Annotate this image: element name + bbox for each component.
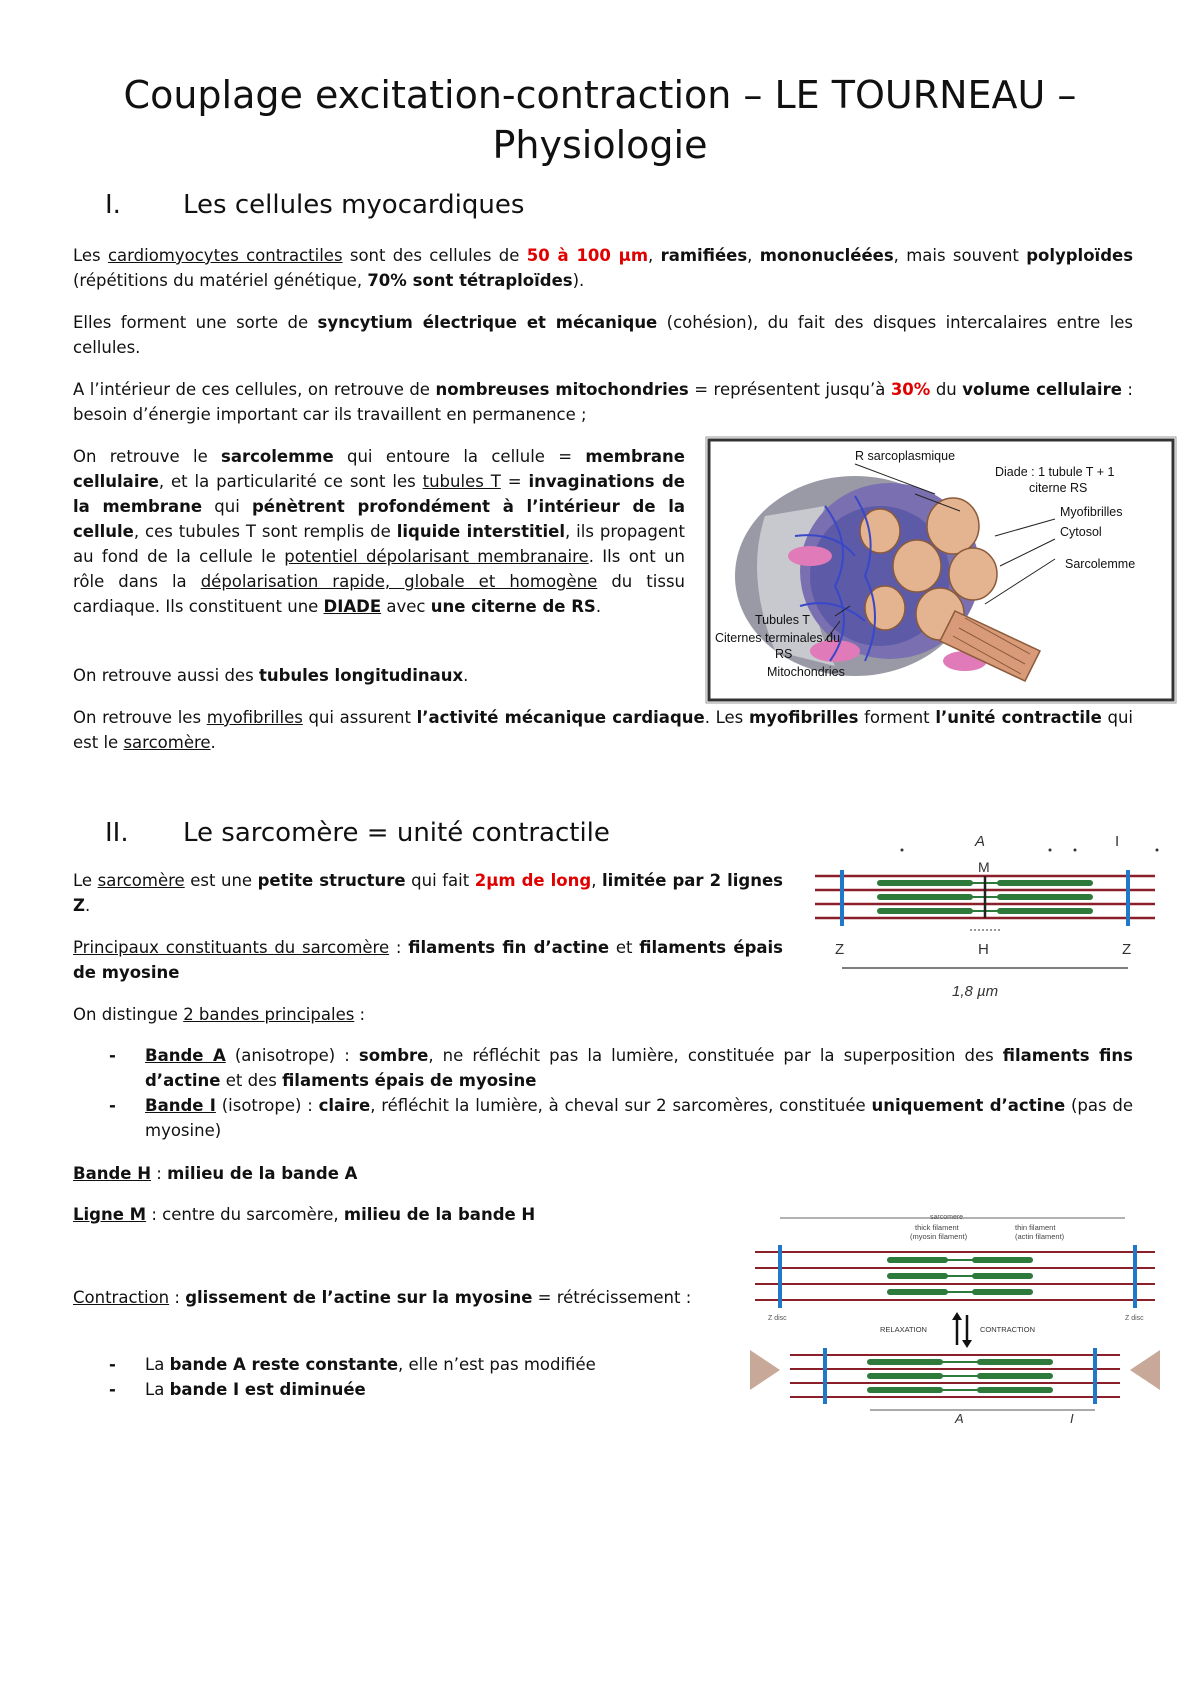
- contraction-figure: [750, 1210, 1160, 1425]
- paragraph-myofibrilles: On retrouve les myofibrilles qui assurent l’activité mécanique cardiaque. Les myofibrilles forment l’unité contractile qui est le sarcomère.: [73, 708, 1134, 752]
- paragraph-tubules-longitudinaux: On retrouve aussi des tubules longitudinaux.: [73, 666, 469, 685]
- section-1-heading: [105, 190, 524, 220]
- label-diade-line1: Diade : 1 tubule T + 1: [995, 465, 1115, 479]
- sarcomere-schematic: [800, 826, 1170, 1006]
- label-length: 1,8 µm: [952, 983, 999, 1000]
- label-actin-filament: (actin filament): [1015, 1232, 1065, 1241]
- contraction-schematic: [750, 1210, 1160, 1425]
- label-myosin-filament: (myosin filament): [910, 1232, 968, 1241]
- sarcomere-figure: [800, 826, 1170, 1006]
- label-band-i: I: [1115, 833, 1120, 850]
- label-diade-line2: citerne RS: [1029, 481, 1088, 495]
- label-sarcolemme: Sarcolemme: [1065, 557, 1136, 571]
- page-title: Couplage excitation-contraction – LE TOURNEAU – Physiologie: [123, 73, 1077, 167]
- label-z-right: Z: [1122, 941, 1132, 958]
- section-2-heading: [105, 818, 610, 848]
- paragraph-ligne-m: Ligne M : centre du sarcomère, milieu de la bande H: [73, 1205, 536, 1224]
- paragraph-cardiomyocytes: Les cardiomyocytes contractiles sont des cellules de 50 à 100 µm, ramifiées, mononucléées, mais souvent polyploïdes (répétitions du matériel génétique, 70% sont tétraploïdes).: [73, 246, 1134, 290]
- paragraph-bande-h: Bande H : milieu de la bande A: [73, 1164, 358, 1183]
- paragraph-sarcomere: Le sarcomère est une petite structure qui fait 2µm de long, limitée par 2 lignes Z.: [73, 871, 783, 915]
- label-h-band: H: [978, 941, 989, 958]
- section-2-number: II.: [105, 818, 129, 848]
- label-sarcomere: sarcomere: [930, 1214, 964, 1221]
- paragraph-constituants: Principaux constituants du sarcomère : filaments fin d’actine et filaments épais de myosine: [73, 938, 784, 982]
- contraction-list: [105, 1352, 705, 1402]
- paragraph-syncytium: Elles forment une sorte de syncytium électrique et mécanique (cohésion), du fait des disques intercalaires entre les cellules.: [73, 313, 1134, 357]
- paragraph-contraction: Contraction : glissement de l’actine sur la myosine = rétrécissement :: [73, 1288, 692, 1307]
- label-cytosol: Cytosol: [1060, 525, 1102, 539]
- paragraph-sarcolemme: On retrouve le sarcolemme qui entoure la cellule = membrane cellulaire, et la particularité ce sont les tubules T = invaginations de la membrane qui pénètrent profondément à l’intérieur de la cellule, ces tubules T sont remplis de liquide interstitiel, ils propagent au fond de la cellule le potentiel dépolarisant membranaire. Ils ont un rôle dans la dépolarisation rapide, globale et homogène du tissu cardiaque. Ils constituent une DIADE avec une citerne de RS.: [73, 447, 686, 616]
- label-thin-filament: thin filament: [1015, 1223, 1056, 1232]
- label-r-sarcoplasmique: R sarcoplasmique: [855, 449, 956, 463]
- label-z-disc-right: Z disc: [1125, 1315, 1144, 1322]
- label-relaxation: RELAXATION: [880, 1325, 927, 1334]
- label-band-a: A: [975, 833, 986, 850]
- list-item-bande-i: - Bande I (isotrope) : claire, réfléchit la lumière, à cheval sur 2 sarcomères, constituée uniquement d’actine (pas de myosine): [105, 1093, 1133, 1143]
- paragraph-bandes: On distingue 2 bandes principales :: [73, 1005, 366, 1024]
- label-z-disc-left: Z disc: [768, 1315, 787, 1322]
- section-1-title: Les cellules myocardiques: [183, 190, 525, 220]
- label-citernes-line1: Citernes terminales du: [715, 631, 841, 645]
- label-m-line: M: [978, 859, 990, 875]
- list-item-bande-a: - Bande A (anisotrope) : sombre, ne réfléchit pas la lumière, constituée par la superposition des filaments fins d’actine et des filaments épais de myosine: [105, 1043, 1133, 1093]
- label-tubules-t: Tubules T: [755, 613, 810, 627]
- section-2-title: Le sarcomère = unité contractile: [183, 818, 610, 848]
- bandes-list: [105, 1043, 1133, 1143]
- label-thick-filament: thick filament: [915, 1223, 959, 1232]
- label-fig3-i: I: [1070, 1411, 1074, 1425]
- label-contraction: CONTRACTION: [980, 1325, 1035, 1334]
- label-citernes-line2: RS: [775, 647, 793, 661]
- paragraph-mitochondries: A l’intérieur de ces cellules, on retrouve de nombreuses mitochondries = représentent jusqu’à 30% du volume cellulaire : besoin d’énergie important car ils travaillent en permanence ;: [73, 380, 1133, 424]
- label-fig3-a: A: [955, 1411, 964, 1425]
- label-mitochondries: Mitochondries: [767, 665, 845, 679]
- cardiomyocyte-illustration: [705, 436, 1177, 704]
- cardiomyocyte-figure: [705, 436, 1177, 704]
- label-myofibrilles: Myofibrilles: [1060, 505, 1123, 519]
- section-1-number: I.: [105, 190, 121, 220]
- list-item-bande-a-constante: - La bande A reste constante, elle n’est pas modifiée: [105, 1352, 705, 1377]
- list-item-bande-i-diminuee: - La bande I est diminuée: [105, 1377, 705, 1402]
- label-z-left: Z: [835, 941, 845, 958]
